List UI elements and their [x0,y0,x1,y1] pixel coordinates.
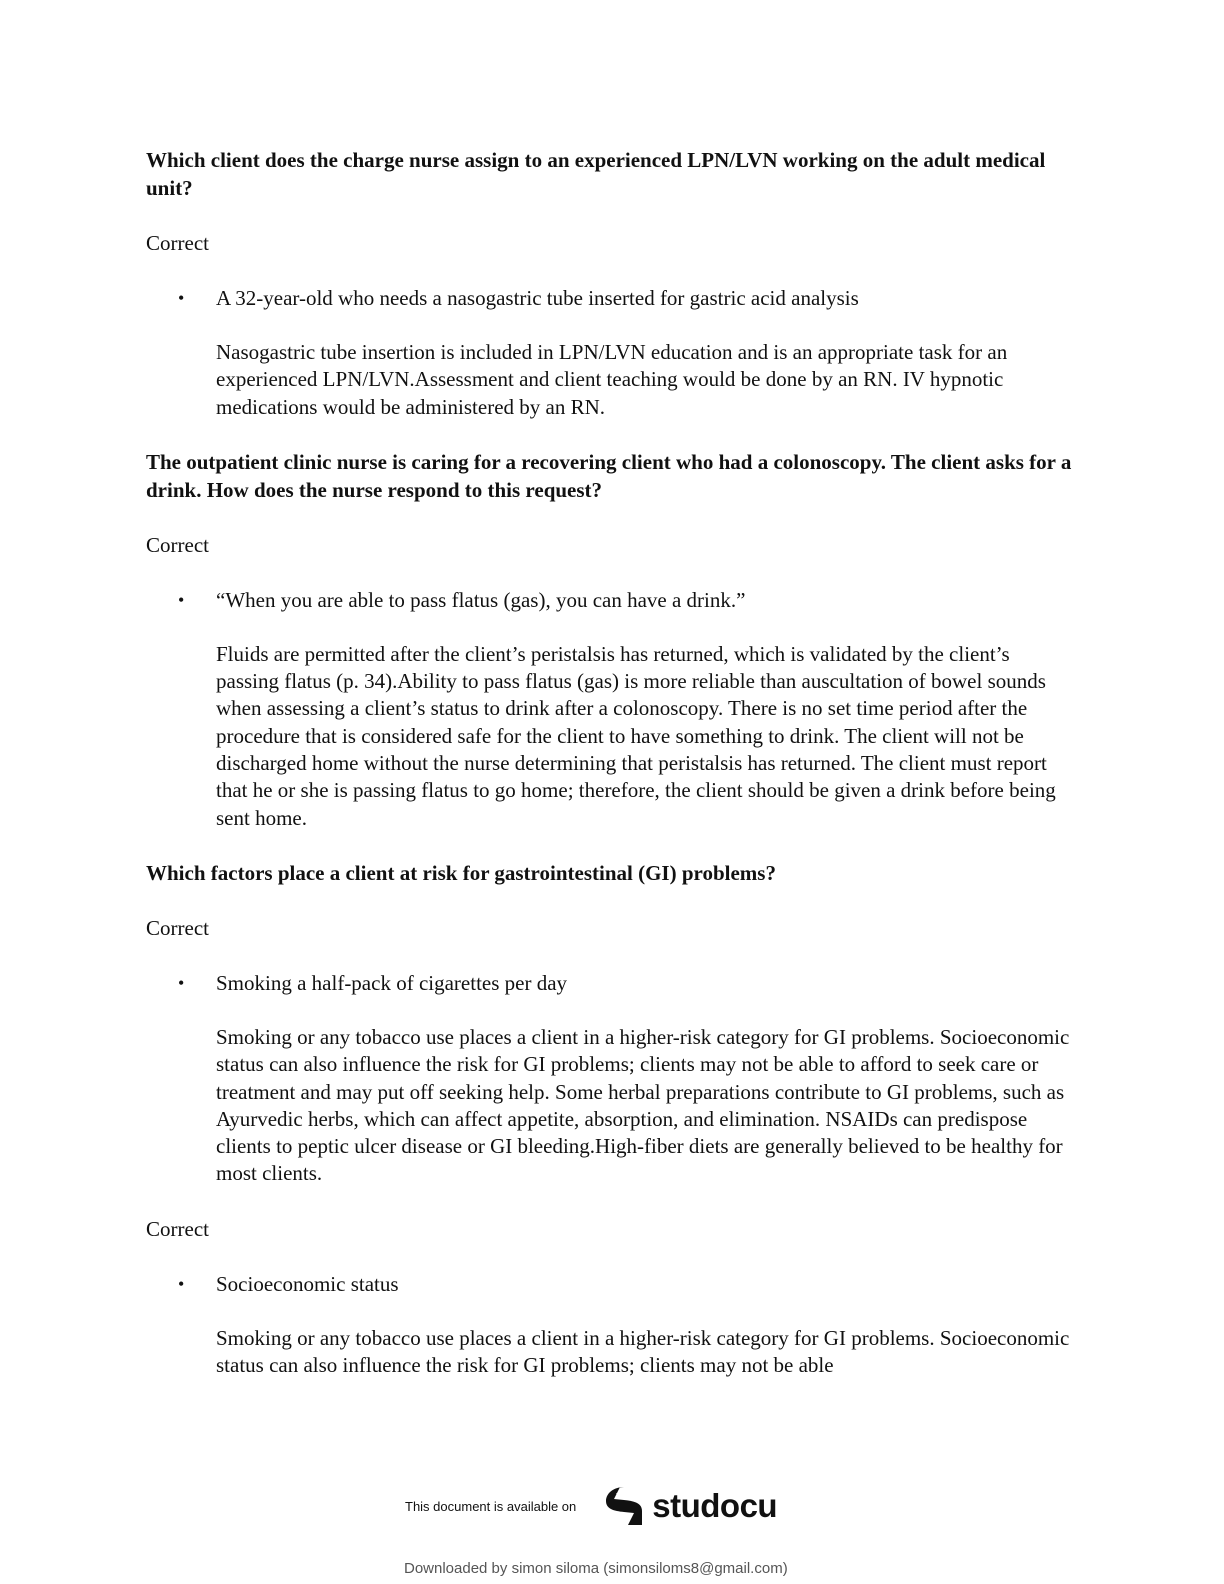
question-heading: The outpatient clinic nurse is caring for a recovering client who had a colonoscopy. The client asks for a drink. How does the nurse respond to this request? [146,449,1072,502]
studocu-banner[interactable] [405,1478,777,1534]
question-heading: Which client does the charge nurse assign to an experienced LPN/LVN working on the adult medical unit? [146,148,1046,200]
answer-item [146,284,1076,312]
answer-explanation: Nasogastric tube insertion is included in LPN/LVN education and is an appropriate task for an experienced LPN/LVN.Assessment and client teaching would be done by an RN. IV hypnotic medications would be administered by an RN. [216,340,1008,419]
answer-status: Correct [146,1216,209,1241]
bullet-icon: • [178,972,185,993]
answer-text: Socioeconomic status [216,1271,399,1296]
document-body [146,146,1076,1379]
studocu-logo-text: studocu [652,1487,778,1524]
answer-text: “When you are able to pass flatus (gas), you can have a drink.” [216,587,746,612]
answer-explanation: Fluids are permitted after the client’s peristalsis has returned, which is validated by the client’s passing flatus (p. 34).Ability to pass flatus (gas) is more reliable than auscultation of bowel sounds when assessing a client’s status to drink after a colonoscopy. There is no set time period after the procedure that is considered safe for the client to have something to drink. The client will not be discharged home without the nurse determining that peristalsis has returned. The client must report that he or she is passing flatus to go home; therefore, the client should be given a drink before being sent home. [216,641,1056,830]
answer-status: Correct [146,915,209,940]
answer-text: Smoking a half-pack of cigarettes per day [216,970,568,995]
studocu-logo-icon [602,1485,646,1527]
answer-text: A 32-year-old who needs a nasogastric tube inserted for gastric acid analysis [216,286,859,310]
download-attribution: Downloaded by simon siloma (simonsiloms8@gmail.com) [404,1560,788,1577]
availability-text: This document is available on [405,1498,577,1514]
studocu-logo[interactable] [602,1485,777,1527]
answer-item [146,1270,1076,1298]
question-heading: Which factors place a client at risk for gastrointestinal (GI) problems? [146,860,776,885]
answer-item [146,969,1076,997]
bullet-icon: • [178,589,185,610]
answer-item [146,586,1076,614]
answer-status: Correct [146,532,209,557]
answer-status: Correct [146,231,209,255]
bullet-icon: • [178,288,185,308]
answer-explanation: Smoking or any tobacco use places a client in a higher-risk category for GI problems. Socioeconomic status can also influence the risk for GI problems; clients may not be able to afford to seek care or treatment and may put off seeking help. Some herbal preparations contribute to GI problems, such as Ayurvedic herbs, which can affect appetite, absorption, and elimination. NSAIDs can predispose clients to peptic ulcer disease or GI bleeding.High-fiber diets are generally believed to be healthy for most clients. [216,1024,1070,1186]
bullet-icon: • [178,1273,185,1294]
answer-explanation: Smoking or any tobacco use places a client in a higher-risk category for GI problems. Socioeconomic status can also influence the risk for GI problems; clients may not be able [216,1325,1070,1378]
